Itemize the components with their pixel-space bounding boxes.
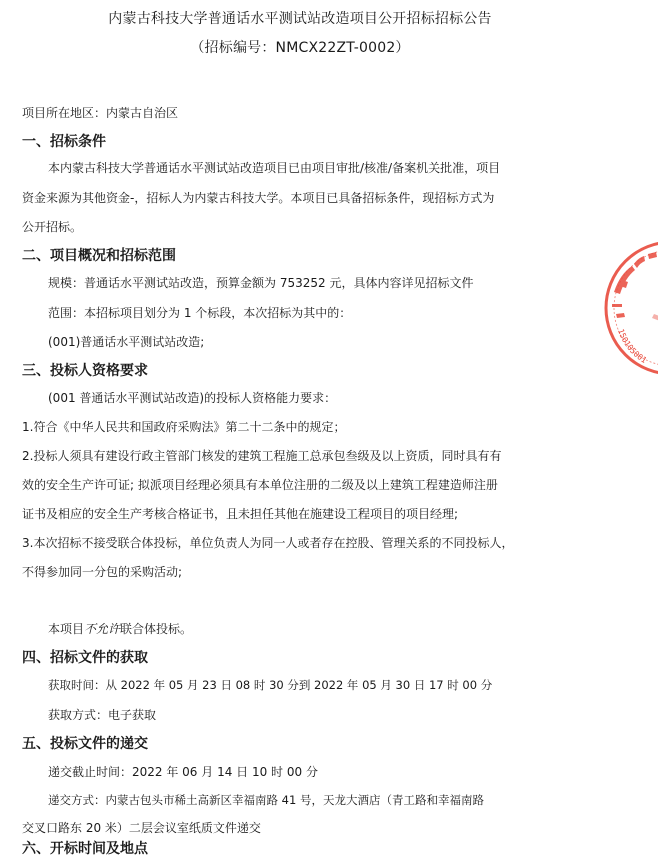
requirement-2-line: 2.投标人须具有建设行政主管部门核发的建筑工程施工总承包叁级及以上资质，同时具有有: [22, 449, 502, 463]
red-seal-stamp: [600, 234, 658, 384]
requirement-3-line: 3.本次招标不接受联合体投标，单位负责人为同一人或者存在控股、管理关系的不同投标人，: [22, 536, 514, 550]
paragraph-line: 公开招标。: [22, 220, 83, 234]
project-scale: 规模：普通话水平测试站改造，预算金额为 753252 元，具体内容详见招标文件: [48, 276, 474, 290]
qualification-intro: (001 普通话水平测试站改造)的投标人资格能力要求：: [48, 391, 337, 405]
section-heading-bid-opening: 六、开标时间及地点: [22, 841, 148, 857]
section-heading-bidding-conditions: 一、招标条件: [22, 134, 106, 150]
paragraph-line: 资金来源为其他资金-，招标人为内蒙古科技大学。本项目已具备招标条件，现招标方式为: [22, 191, 495, 205]
acquisition-time: 获取时间：从 2022 年 05 月 23 日 08 时 30 分到 2022 年 05 月 30 日 17 时 00 分: [48, 678, 493, 692]
joint-bid-emphasis: 不允许: [84, 622, 121, 636]
requirement-2-line: 效的安全生产许可证; 拟派项目经理必须具有本单位注册的二级及以上建筑工程建造师注册: [22, 478, 498, 492]
section-heading-bid-submission: 五、投标文件的递交: [22, 736, 148, 752]
joint-bid-prefix: 本项目: [48, 622, 85, 636]
section-heading-qualification: 三、投标人资格要求: [22, 363, 148, 379]
project-region: 项目所在地区：内蒙古自治区: [22, 106, 179, 120]
section-heading-document-acquisition: 四、招标文件的获取: [22, 650, 148, 666]
requirement-1: 1.符合《中华人民共和国政府采购法》第二十二条中的规定；: [22, 420, 346, 434]
submission-deadline: 递交截止时间：2022 年 06 月 14 日 10 时 00 分: [48, 765, 318, 779]
joint-bid-suffix: 联合体投标。: [120, 622, 193, 636]
tender-number: （招标编号：NMCX22ZT-0002）: [190, 40, 410, 56]
section-heading-project-overview: 二、项目概况和招标范围: [22, 248, 176, 264]
requirement-3-line: 不得参加同一分包的采购活动;: [22, 565, 183, 579]
project-lot: (001)普通话水平测试站改造;: [48, 335, 205, 349]
project-scope: 范围：本招标项目划分为 1 个标段，本次招标为其中的：: [48, 306, 352, 320]
paragraph-line: 本内蒙古科技大学普通话水平测试站改造项目已由项目审批/核准/备案机关批准，项目: [48, 161, 501, 175]
submission-method-line: 交叉口路东 20 米）二层会议室纸质文件递交: [22, 821, 261, 835]
acquisition-method: 获取方式：电子获取: [48, 708, 157, 722]
seal-digits: 150105001: [616, 327, 649, 365]
requirement-2-line: 证书及相应的安全生产考核合格证书，且未担任其他在施建设工程项目的项目经理;: [22, 507, 459, 521]
document-title: 内蒙古科技大学普通话水平测试站改造项目公开招标招标公告: [108, 11, 492, 27]
submission-method-line: 递交方式：内蒙古包头市稀土高新区幸福南路 41 号，天龙大酒店（青工路和幸福南路: [48, 793, 484, 807]
joint-bid-statement: [48, 621, 192, 637]
